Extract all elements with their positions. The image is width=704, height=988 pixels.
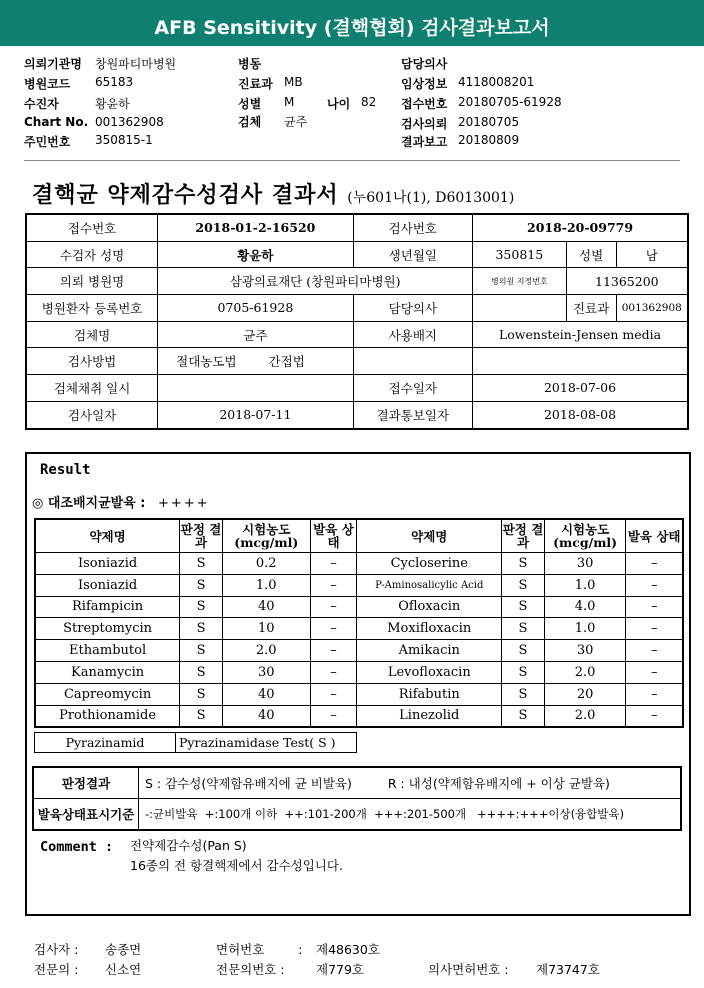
value-sex: M: [284, 95, 295, 109]
growth: –: [310, 661, 357, 683]
value-notify-date: 2018-08-08: [473, 401, 688, 428]
label-attending: 담당의사: [401, 57, 448, 71]
label-collect: 검체채취 일시: [26, 375, 158, 402]
value-designated: 11365200: [566, 268, 688, 295]
doctor-license-no: 제73747호: [536, 962, 600, 977]
value-test-date: 2018-07-11: [158, 401, 353, 428]
comment-line: 16종의 전 항결핵제에서 감수성입니다.: [130, 858, 343, 873]
value-accession-no: 20180705-61928: [458, 95, 562, 109]
concentration: 30: [222, 661, 310, 683]
concentration: 2.0: [544, 661, 626, 683]
value-doctor: [473, 295, 567, 322]
value-medium: Lowenstein-Jensen media: [473, 321, 688, 348]
judgement: S: [502, 574, 545, 596]
pza-test: Pyrazinamidase Test( S ): [176, 733, 357, 753]
concentration: 40: [222, 683, 310, 705]
concentration: 40: [222, 705, 310, 727]
concentration: 30: [544, 640, 626, 662]
license-no: 제48630호: [316, 942, 380, 957]
report-title-text: 결핵균 약제감수성검사 결과서: [32, 182, 339, 208]
table-row: [26, 375, 688, 402]
growth: –: [626, 574, 683, 596]
value-receipt-no: 2018-01-2-16520: [158, 214, 353, 241]
drug-name: Moxifloxacin: [357, 618, 502, 640]
drug-name: P-Aminosalicylic Acid: [357, 574, 502, 596]
col-judgement: 판정 결과: [502, 519, 545, 553]
label-medium: 사용배지: [353, 321, 472, 348]
label-recv-date: 접수일자: [353, 375, 472, 402]
value-name: 황윤하: [158, 241, 353, 268]
inspector-label: 검사자 :: [34, 942, 79, 957]
value-sex-cell: 남: [616, 241, 688, 268]
drug-name: Prothionamide: [35, 705, 180, 727]
inspector-name: 송종면: [105, 942, 142, 957]
label-hospital-code: 병원코드: [24, 77, 71, 91]
label-specimen: 검체: [238, 115, 262, 129]
drug-name: Ethambutol: [35, 640, 180, 662]
label-chart-no: Chart No.: [24, 115, 89, 129]
value-specimen: 균주: [284, 115, 308, 129]
drug-name: Cycloserine: [357, 553, 502, 575]
growth: –: [626, 553, 683, 575]
label-report-date: 결과보고: [401, 135, 448, 149]
growth: –: [310, 618, 357, 640]
result-title: Result: [40, 462, 91, 478]
label-hospital: 의뢰 병원명: [26, 268, 158, 295]
judgement: S: [502, 661, 545, 683]
value-method-1: 절대농도법: [176, 354, 237, 370]
drug-name: Linezolid: [357, 705, 502, 727]
judgement: S: [180, 705, 223, 727]
judgement: S: [180, 618, 223, 640]
judgement: S: [180, 574, 223, 596]
drug-name: Amikacin: [357, 640, 502, 662]
susceptibility-table: [34, 518, 684, 728]
judgement: S: [180, 661, 223, 683]
concentration: 30: [544, 553, 626, 575]
value-request-date: 20180705: [458, 115, 520, 129]
judgement: S: [502, 618, 545, 640]
comment: [130, 836, 343, 876]
concentration: 4.0: [544, 596, 626, 618]
legend-table: [32, 766, 682, 831]
report-title: [32, 178, 514, 209]
col-concentration: 시험농도 (mcg/ml): [222, 519, 310, 553]
table-row: [26, 214, 688, 241]
judgement: S: [180, 596, 223, 618]
label-specimen-name: 검체명: [26, 321, 158, 348]
label-age: 나이: [327, 97, 351, 111]
concentration: 40: [222, 596, 310, 618]
growth: –: [310, 596, 357, 618]
legend-growth: -:균비발육 +:100개 이하 ++:101-200개 +++:201-500개 ++++:+++이상(융합발육): [139, 799, 682, 831]
label-ref-institution: 의뢰기관명: [24, 57, 82, 71]
table-row: [35, 705, 683, 727]
col-judgement: 판정 결과: [180, 519, 223, 553]
form-code: (누601나(1), D6013001): [347, 190, 515, 206]
col-growth: 발육 상태: [626, 519, 683, 553]
value-ref-institution: 창원파티마병원: [95, 57, 177, 71]
concentration: 1.0: [544, 574, 626, 596]
drug-name: Ofloxacin: [357, 596, 502, 618]
table-row: [35, 596, 683, 618]
label-method: 검사방법: [26, 348, 158, 375]
drug-name: Capreomycin: [35, 683, 180, 705]
growth: –: [310, 553, 357, 575]
col-drug: 약제명: [35, 519, 180, 553]
judgement: S: [502, 553, 545, 575]
value-collect: [158, 375, 353, 402]
value-age: 82: [361, 95, 377, 109]
label-accession-no: 접수번호: [401, 97, 448, 111]
label-notify-date: 결과통보일자: [353, 401, 472, 428]
concentration: 2.0: [222, 640, 310, 662]
pyrazinamid-row: [34, 732, 357, 753]
concentration: 10: [222, 618, 310, 640]
legend-judg-r: R : 내성(약제함유배지에 + 이상 균발육): [387, 776, 610, 791]
value-hospital: 삼광의료재단 (창원파티마병원): [158, 268, 473, 295]
value-report-date: 20180809: [458, 133, 520, 147]
value-birth: 350815: [473, 241, 567, 268]
concentration: 0.2: [222, 553, 310, 575]
legend-growth-label: 발육상태표시기준: [33, 799, 139, 831]
value-clinical-info: 4118008201: [458, 75, 535, 89]
table-row: [35, 733, 357, 753]
license-label: 면허번호 :: [216, 942, 303, 957]
growth: –: [310, 705, 357, 727]
value-recv-date: 2018-07-06: [473, 375, 688, 402]
table-row: [35, 640, 683, 662]
label-clinical-info: 임상정보: [401, 77, 448, 91]
judgement: S: [180, 683, 223, 705]
table-row: [26, 295, 688, 322]
label-reg-no: 병원환자 등록번호: [26, 295, 158, 322]
label-name: 수검자 성명: [26, 241, 158, 268]
judgement: S: [502, 683, 545, 705]
legend-judg: [139, 767, 682, 799]
value-dept: MB: [284, 75, 303, 89]
label-request-date: 검사의뢰: [401, 117, 448, 131]
table-header-row: [35, 519, 683, 553]
empty-cell: [353, 348, 472, 375]
value-method-2: 간접법: [268, 354, 305, 370]
table-row: [33, 799, 681, 831]
value-reg-no: 0705-61928: [158, 295, 353, 322]
drug-name: Levofloxacin: [357, 661, 502, 683]
label-dept-cell: 진료과: [566, 295, 616, 322]
label-dept: 진료과: [238, 77, 273, 91]
spec-license-no: 제779호: [316, 962, 365, 977]
table-row: [33, 767, 681, 799]
report-header: [0, 0, 704, 46]
table-row: [26, 348, 688, 375]
drug-name: Rifampicin: [35, 596, 180, 618]
report-header-title: AFB Sensitivity (결핵협회) 검사결과보고서: [154, 17, 550, 39]
value-method: [158, 348, 353, 375]
col-concentration: 시험농도 (mcg/ml): [544, 519, 626, 553]
drug-name: Isoniazid: [35, 574, 180, 596]
value-resident-no: 350815-1: [95, 133, 153, 147]
label-birth: 생년월일: [353, 241, 472, 268]
doctor-license-label: 의사면허번호 :: [428, 962, 509, 977]
table-row: [35, 574, 683, 596]
label-designated: 병의원 지정번호: [473, 268, 567, 295]
drug-name: Kanamycin: [35, 661, 180, 683]
growth: –: [626, 683, 683, 705]
comment-line: 전약제감수성(Pan S): [130, 838, 247, 853]
table-row: [35, 683, 683, 705]
growth: –: [310, 683, 357, 705]
drug-name: Isoniazid: [35, 553, 180, 575]
label-receipt-no: 접수번호: [26, 214, 158, 241]
value-patient: 황윤하: [95, 97, 130, 111]
col-drug: 약제명: [357, 519, 502, 553]
value-specimen-name: 균주: [158, 321, 353, 348]
empty-cell: [473, 348, 688, 375]
drug-name: Streptomycin: [35, 618, 180, 640]
growth: –: [310, 640, 357, 662]
table-row: [26, 241, 688, 268]
growth: –: [626, 661, 683, 683]
judgement: S: [502, 596, 545, 618]
growth: –: [626, 640, 683, 662]
legend-judg-label: 판정결과: [33, 767, 139, 799]
spec-license-label: 전문의번호 :: [216, 962, 285, 977]
growth: –: [626, 618, 683, 640]
divider: [24, 160, 680, 161]
label-resident-no: 주민번호: [24, 135, 71, 149]
comment-label: Comment :: [40, 839, 114, 855]
control-label: ◎ 대조배지균발육 :: [32, 496, 146, 511]
table-row: [26, 321, 688, 348]
value-hospital-code: 65183: [95, 75, 134, 89]
table-row: [26, 268, 688, 295]
table-row: [35, 618, 683, 640]
growth: –: [626, 596, 683, 618]
judgement: S: [180, 640, 223, 662]
judgement: S: [180, 553, 223, 575]
judgement: S: [502, 705, 545, 727]
value-test-no: 2018-20-09779: [473, 214, 688, 241]
label-sex-cell: 성별: [566, 241, 616, 268]
concentration: 1.0: [544, 618, 626, 640]
table-row: [35, 553, 683, 575]
drug-name: Rifabutin: [357, 683, 502, 705]
specialist-label: 전문의 :: [34, 962, 79, 977]
control-growth: [32, 492, 210, 511]
label-test-date: 검사일자: [26, 401, 158, 428]
legend-judg-s: S : 감수성(약제함유배지에 균 비발육): [145, 776, 352, 791]
label-test-no: 검사번호: [353, 214, 472, 241]
growth: –: [310, 574, 357, 596]
col-growth: 발육 상태: [310, 519, 357, 553]
specialist-name: 신소연: [105, 962, 142, 977]
specimen-details-table: [25, 213, 689, 430]
value-chart-no: 001362908: [95, 115, 164, 129]
judgement: S: [502, 640, 545, 662]
label-doctor: 담당의사: [353, 295, 472, 322]
growth: –: [626, 705, 683, 727]
concentration: 2.0: [544, 705, 626, 727]
table-row: [26, 401, 688, 428]
label-ward: 병동: [238, 57, 262, 71]
value-dept-cell: 001362908: [616, 295, 688, 322]
label-sex: 성별: [238, 97, 262, 111]
concentration: 1.0: [222, 574, 310, 596]
label-patient: 수진자: [24, 97, 59, 111]
table-row: [35, 661, 683, 683]
control-value: ++++: [158, 496, 210, 511]
concentration: 20: [544, 683, 626, 705]
drug-name: Pyrazinamid: [35, 733, 176, 753]
